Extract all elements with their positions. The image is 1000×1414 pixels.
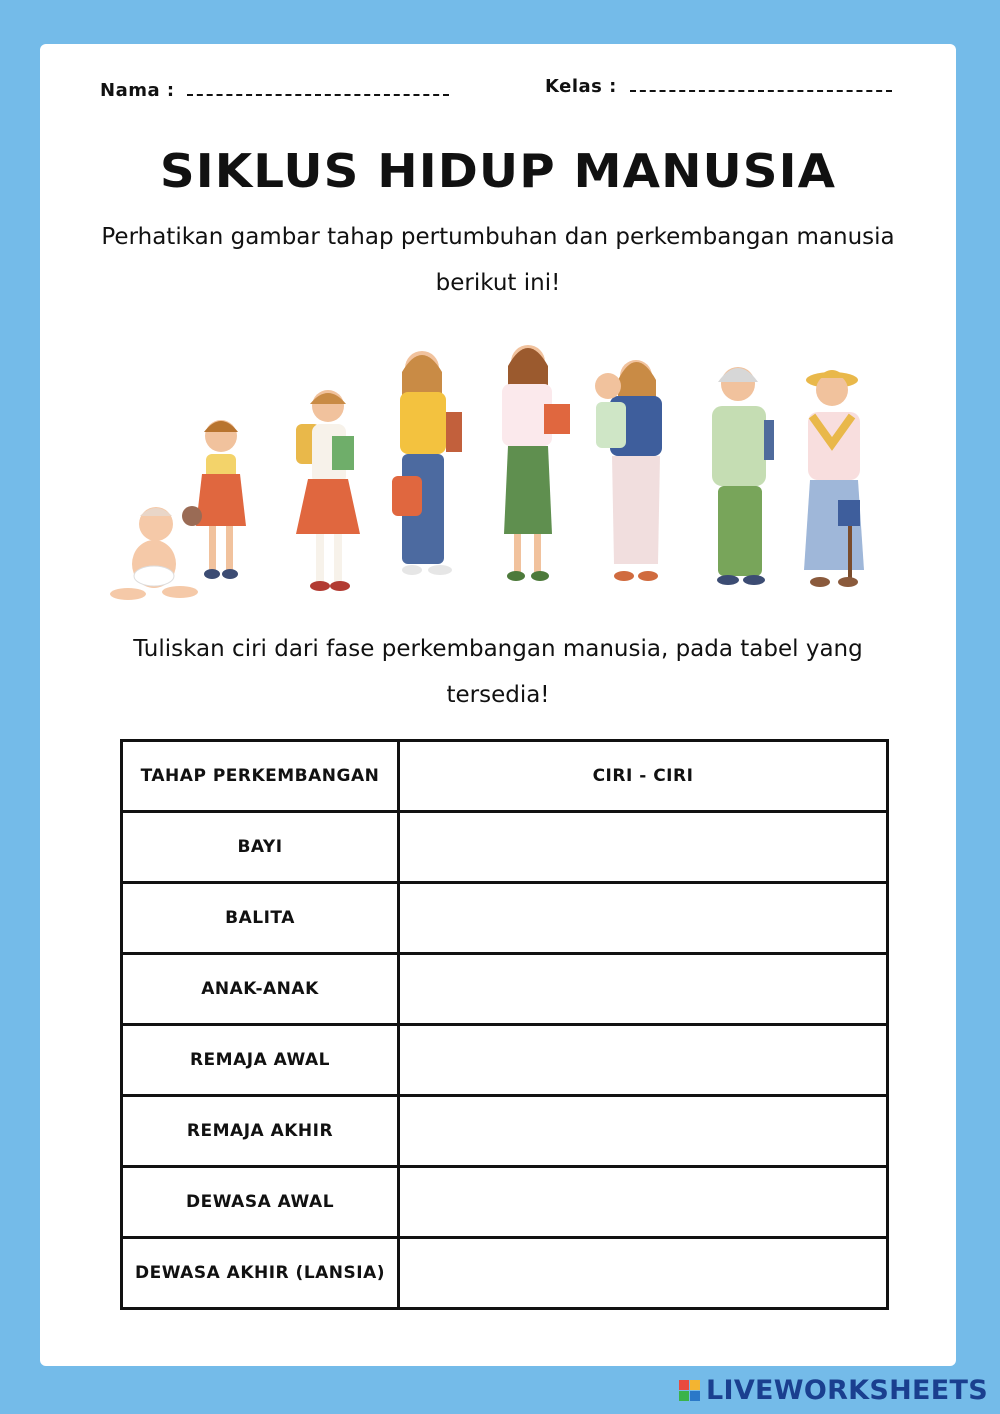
teen-early-figure (392, 351, 462, 575)
logo-mark-icon (679, 1380, 700, 1401)
instruction-observe: Perhatikan gambar tahap pertumbuhan dan perkembangan manusia berikut ini! (101, 224, 895, 296)
table-header-row (122, 741, 888, 812)
stage-cell: REMAJA AKHIR (122, 1096, 399, 1167)
traits-answer-cell[interactable] (399, 812, 888, 883)
development-stage-table (120, 739, 889, 1310)
stage-cell: DEWASA AKHIR (LANSIA) (122, 1238, 399, 1309)
life-cycle-illustration (96, 324, 896, 604)
name-field (100, 80, 449, 101)
toddler-figure (182, 420, 246, 579)
worksheet-page (40, 44, 956, 1366)
class-input-line[interactable] (630, 76, 892, 92)
class-label: Kelas : (545, 76, 617, 97)
header-stage: TAHAP PERKEMBANGAN (122, 741, 399, 812)
traits-answer-cell[interactable] (399, 1238, 888, 1309)
table-row (122, 1096, 888, 1167)
page-title: SIKLUS HIDUP MANUSIA (159, 144, 837, 198)
logo-text: LIVEWORKSHEETS (705, 1374, 988, 1406)
adult-late-figure (712, 367, 774, 585)
traits-answer-cell[interactable] (399, 1167, 888, 1238)
table-row (122, 1025, 888, 1096)
stage-cell: REMAJA AWAL (122, 1025, 399, 1096)
header-traits: CIRI - CIRI (399, 741, 888, 812)
table-row (122, 883, 888, 954)
instruction-write: Tuliskan ciri dari fase perkembangan manusia, pada tabel yang tersedia! (133, 636, 863, 708)
traits-answer-cell[interactable] (399, 954, 888, 1025)
name-label: Nama : (100, 80, 175, 101)
stage-cell: ANAK-ANAK (122, 954, 399, 1025)
table-row (122, 954, 888, 1025)
traits-answer-cell[interactable] (399, 1096, 888, 1167)
adult-early-figure (595, 360, 662, 581)
table-row (122, 812, 888, 883)
name-input-line[interactable] (187, 80, 449, 96)
traits-answer-cell[interactable] (399, 1025, 888, 1096)
stage-cell: BALITA (122, 883, 399, 954)
stage-cell: DEWASA AWAL (122, 1167, 399, 1238)
liveworksheets-logo (679, 1372, 988, 1408)
child-figure (296, 390, 360, 591)
table-row (122, 1167, 888, 1238)
stage-cell: BAYI (122, 812, 399, 883)
teen-late-figure (502, 345, 570, 581)
elderly-figure (804, 370, 864, 587)
table-row (122, 1238, 888, 1309)
traits-answer-cell[interactable] (399, 883, 888, 954)
class-field (545, 76, 892, 97)
